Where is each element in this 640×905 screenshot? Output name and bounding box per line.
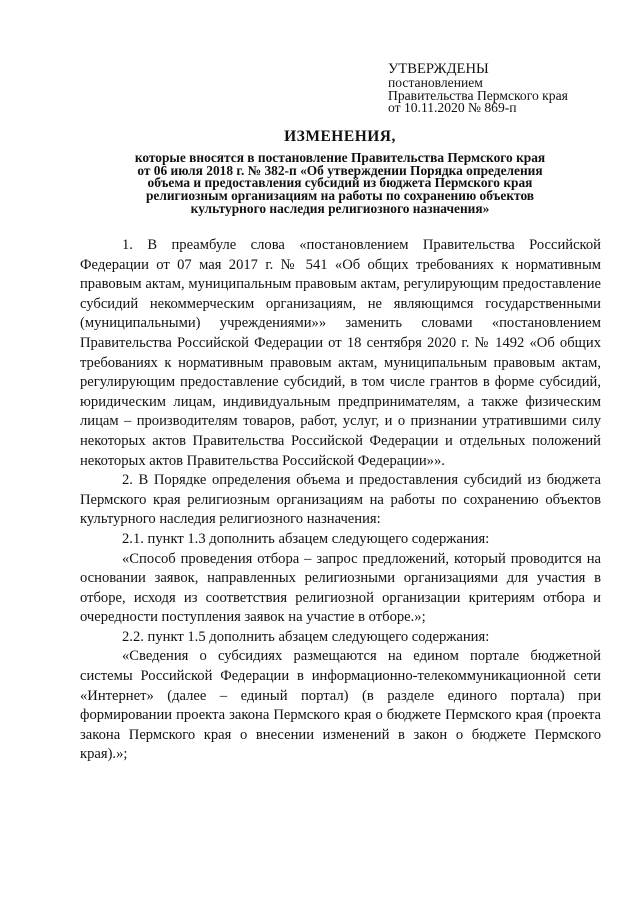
paragraph-2-procedure: 2. В Порядке определения объема и предоставления субсидий из бюджета Пермского края религиозным организациям на работы по сохранению объектов культурного наследия религиозного назначения: <box>80 472 601 528</box>
document-title: ИЗМЕНЕНИЯ, <box>284 128 396 145</box>
paragraph-2-1-quote: «Способ проведения отбора – запрос предложений, который проводится на основании заявок, направленных религиозными организациями для участия в отборе, исходя из соответствия религиозной организации критериям отбора и очередности поступления заявок на участие в отборе.»; <box>80 550 601 626</box>
approval-line: Правительства Пермского края <box>388 87 568 103</box>
paragraph-1-preamble: 1. В преамбуле слова «постановлением Правительства Российской Федерации от 07 мая 2017 г. № 541 «Об общих требованиях к нормативным правовым актам, муниципальным правовым актам, регулирующим предоставление субсидий некоммерческим организациям, не являющимся государственными (муниципальными) учреждениями»» заменить словами «постановлением Правительства Российской Федерации от 18 сентября 2020 г. № 1492 «Об общих требованиях к нормативным правовым актам, муниципальным правовым актам, регулирующим предоставление субсидий, в том числе грантов в форме субсидий, юридическим лицам, индивидуальным предпринимателям, а также физическим лицам – производителям товаров, работ, услуг, и о признании утратившими силу некоторых актов Правительства Российской Федерации и отдельных положений некоторых актов Правительства Российской Федерации»». <box>80 237 601 469</box>
approval-date-number: от 10.11.2020 № 869-п <box>388 100 517 116</box>
approval-heading: УТВЕРЖДЕНЫ <box>388 61 489 77</box>
subtitle-line: от 06 июля 2018 г. № 382-п «Об утверждении Порядка определения <box>137 162 543 178</box>
approval-stamp <box>388 62 618 115</box>
subtitle-line: объема и предоставления субсидий из бюджета Пермского края <box>147 175 533 191</box>
subtitle-line: культурного наследия религиозного назначения» <box>190 200 490 216</box>
subtitle-line: религиозным организациям на работы по сохранению объектов <box>145 188 535 204</box>
paragraph-2-2-quote: «Сведения о субсидиях размещаются на едином портале бюджетной системы Российской Федерации в информационно-телекоммуникационной сети «Интернет» (далее – единый портал) (в разделе единого портала) при формировании проекта закона Пермского края о бюджете Пермского края (проекта закона Пермского края о внесении изменений в закон о бюджете Пермского края).»; <box>80 648 601 763</box>
paragraph-2-1-intro: 2.1. пункт 1.3 дополнить абзацем следующего содержания: <box>122 530 490 547</box>
document-body <box>80 236 601 765</box>
paragraph-2-2-intro: 2.2. пункт 1.5 дополнить абзацем следующего содержания: <box>122 628 490 645</box>
document-subtitle <box>92 152 588 216</box>
subtitle-line: которые вносятся в постановление Правительства Пермского края <box>134 150 546 165</box>
approval-line: постановлением <box>388 75 483 90</box>
